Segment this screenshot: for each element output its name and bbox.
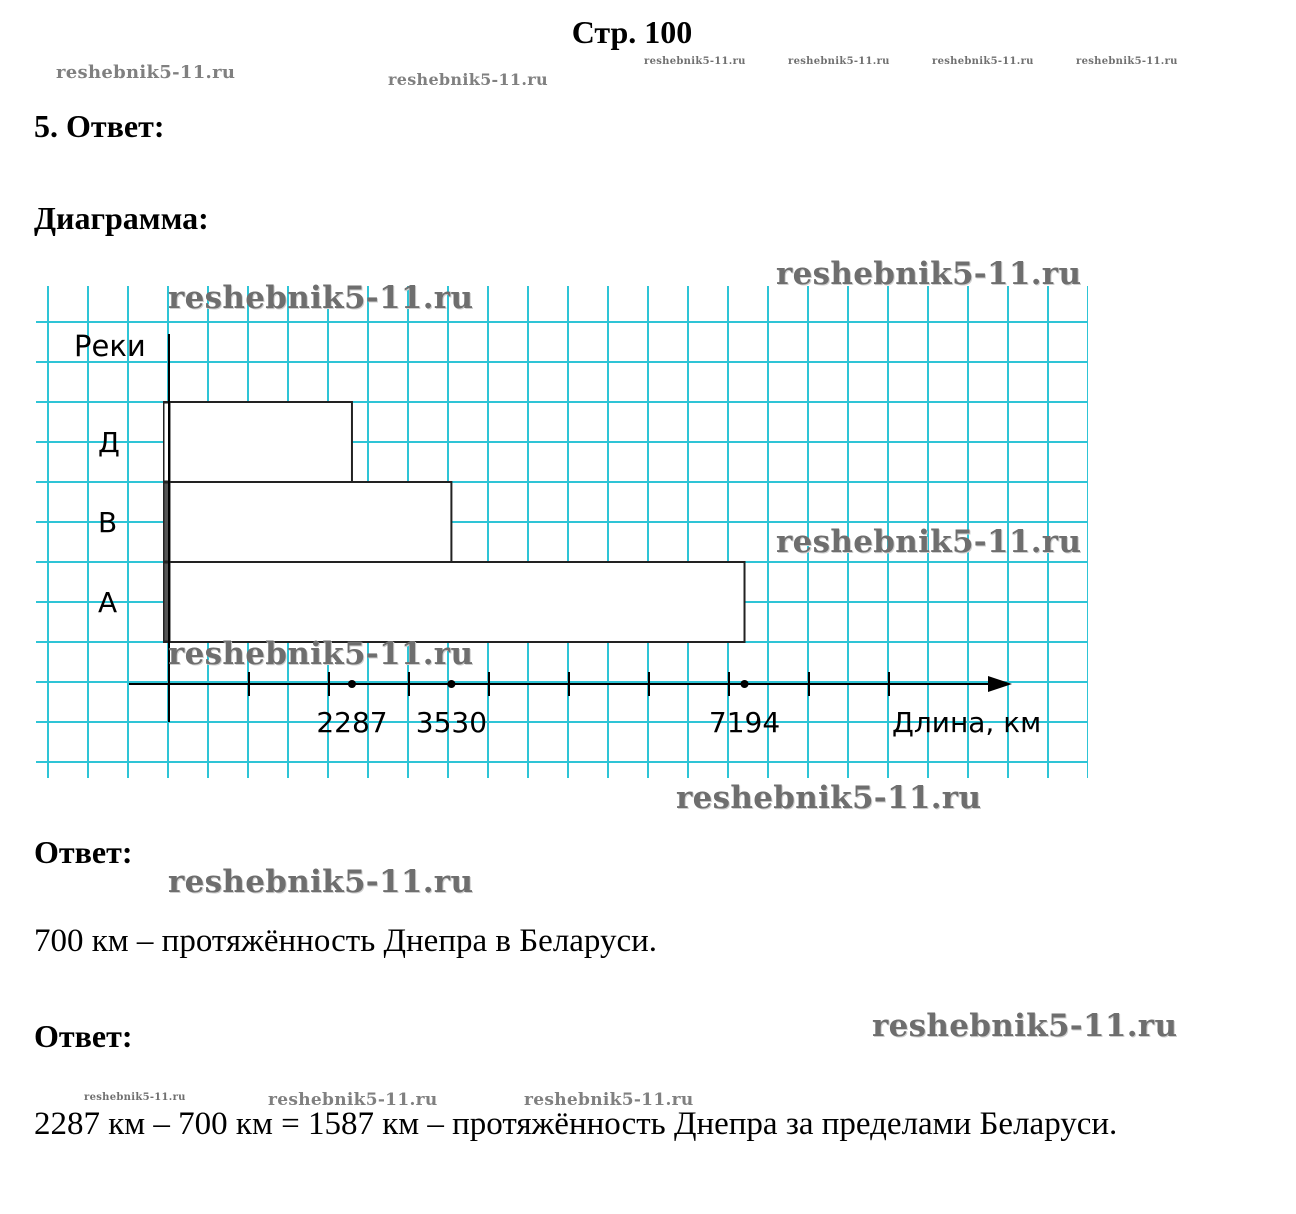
watermark: reshebnik5-11.ru: [268, 1090, 438, 1110]
watermark: reshebnik5-11.ru: [388, 70, 548, 89]
watermark: reshebnik5-11.ru: [524, 1090, 694, 1110]
watermark: reshebnik5-11.ru: [644, 56, 746, 67]
bar: [164, 562, 745, 642]
value-point: [447, 680, 455, 688]
watermark: reshebnik5-11.ru: [932, 56, 1034, 67]
page-title: Стр. 100: [571, 14, 693, 50]
answer-text: 2287 км – 700 км = 1587 км – протяжённость Днепра за пределами Беларуси.: [34, 1106, 1118, 1142]
watermark: reshebnik5-11.ru: [872, 1008, 1178, 1044]
watermark: reshebnik5-11.ru: [1076, 56, 1178, 67]
watermark: reshebnik5-11.ru: [776, 524, 1082, 560]
answer-text: 700 км – протяжённость Днепра в Беларуси.: [34, 923, 658, 959]
watermark: reshebnik5-11.ru: [776, 256, 1082, 292]
watermark: reshebnik5-11.ru: [168, 636, 474, 672]
tick-label: 2287: [316, 706, 388, 739]
bar: [164, 402, 352, 482]
bar: [164, 482, 451, 562]
answer-label: Ответ:: [34, 1018, 133, 1054]
value-point: [741, 680, 749, 688]
watermark: reshebnik5-11.ru: [676, 780, 982, 816]
category-label: В: [98, 506, 118, 539]
watermark: reshebnik5-11.ru: [168, 280, 474, 316]
diagram-heading: Диаграмма:: [34, 200, 209, 236]
y-axis-label: Реки: [74, 329, 146, 363]
x-axis-label: Длина, км: [892, 706, 1042, 739]
task-heading: 5. Ответ:: [34, 108, 165, 144]
answer-label: Ответ:: [34, 834, 133, 870]
watermark: reshebnik5-11.ru: [84, 1092, 186, 1103]
category-label: А: [98, 586, 118, 619]
watermark: reshebnik5-11.ru: [56, 62, 236, 83]
watermark: reshebnik5-11.ru: [788, 56, 890, 67]
value-point: [348, 680, 356, 688]
tick-label: 3530: [415, 706, 488, 739]
tick-label: 7194: [708, 706, 781, 739]
watermark: reshebnik5-11.ru: [168, 864, 474, 900]
category-label: Д: [98, 426, 120, 459]
